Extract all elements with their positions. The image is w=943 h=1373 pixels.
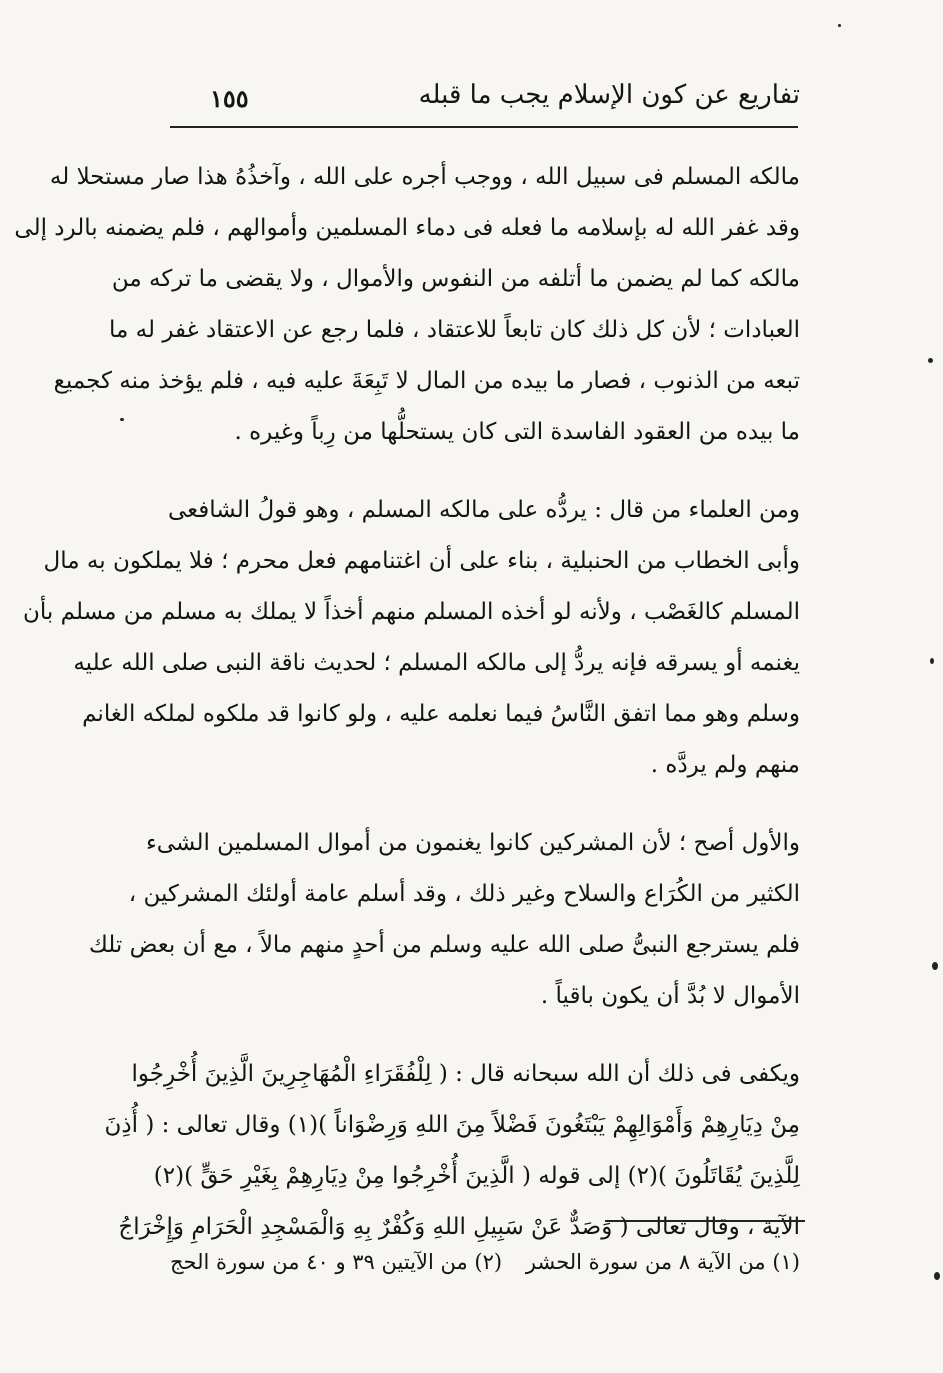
text-line: فلم يسترجع النبىُّ صلى الله عليه وسلم من أحدٍ منهم مالاً ، مع أن بعض تلك [88,932,800,958]
running-header [170,74,800,124]
footnote-rule [605,1220,805,1222]
text-line: والأول أصح ؛ لأن المشركين كانوا يغنمون من أموال المسلمين الشىء [145,830,800,856]
text-line: العبادات ؛ لأن كل ذلك كان تابعاً للاعتقاد ، فلما رجع عن الاعتقاد غفر له ما [109,317,800,343]
text-line: تبعه من الذنوب ، فصار ما بيده من المال لا تَبِعَةَ عليه فيه ، فلم يؤخذ منه كجميع [53,368,800,394]
text-line: لِلَّذِينَ يُقَاتَلُونَ )(٢) إلى قوله ( الَّذِينَ أُخْرِجُوا مِنْ دِيَارِهِمْ بِغَيْرِ حَقٍّ )(٢) [153,1163,800,1189]
body-text [14,152,800,1253]
header-rule [170,126,798,128]
text-line: وسلم وهو مما اتفق النَّاسُ فيما نعلمه عليه ، ولو كانوا قد ملكوه لملكه الغانم [82,701,800,727]
text-line: الآية ، وقال تعالى ( وَصَدٌّ عَنْ سَبِيلِ اللهِ وَكُفْرٌ بِهِ وَالْمَسْجِدِ الْحَرَامِ وَإِخْرَاجُ [118,1214,800,1240]
text-line: ومن العلماء من قال : يردُّه على مالكه المسلم ، وهو قولُ الشافعى [168,497,800,523]
text-line: مالكه المسلم فى سبيل الله ، ووجب أجره على الله ، وآخذُهُ هذا صار مستحلا له [49,164,800,190]
text-line: ويكفى فى ذلك أن الله سبحانه قال : ( لِلْفُقَرَاءِ الْمُهَاجِرِينَ الَّذِينَ أُخْرِجُوا [131,1061,800,1087]
text-line: مِنْ دِيَارِهِمْ وَأَمْوَالِهِمْ يَبْتَغُونَ فَضْلاً مِنَ اللهِ وَرِضْوَاناً )(١) وقال تعالى : ( أُذِنَ [104,1112,800,1138]
paragraph [23,485,800,791]
footnote: (٢) من الآيتين ٣٩ و ٤٠ من سورة الحج [170,1250,503,1274]
text-line: مالكه كما لم يضمن ما أتلفه من النفوس والأموال ، ولا يقضى ما تركه من [111,266,800,292]
paragraph [14,152,800,458]
paragraph [88,818,800,1022]
running-title: تفاريع عن كون الإسلام يجب ما قبله [418,80,800,110]
text-line: منهم ولم يردَّه . [650,752,800,778]
text-line: المسلم كالغَصْب ، ولأنه لو أخذه المسلم منهم أخذاً لا يملك به مسلم من مسلم بأن [23,599,800,625]
footnotes [170,1250,800,1274]
text-line: وأبى الخطاب من الحنبلية ، بناء على أن اغتنامهم فعل محرم ؛ فلا يملكون به مال [43,548,800,574]
text-line: الكثير من الكُرَاع والسلاح وغير ذلك ، وقد أسلم عامة أولئك المشركين ، [128,881,800,907]
scan-speck [838,24,841,27]
text-line: ما بيده من العقود الفاسدة التى كان يستحلُّها من رِباً وغيره . [234,419,800,445]
text-line: يغنمه أو يسرقه فإنه يردُّ إلى مالكه المسلم ؛ لحديث ناقة النبى صلى الله عليه [73,650,800,676]
scan-speck [120,418,124,421]
footnote: (١) من الآية ٨ من سورة الحشر [525,1250,800,1274]
scan-speck [932,962,938,970]
paragraph [104,1049,800,1253]
page-number: ١٥٥ [210,84,249,113]
scan-speck [928,358,933,363]
scan-speck [934,1272,940,1280]
text-line: الأموال لا بُدَّ أن يكون باقياً . [540,983,800,1009]
text-line: وقد غفر الله له بإسلامه ما فعله فى دماء المسلمين وأموالهم ، فلم يضمنه بالرد إلى [14,215,800,241]
scan-speck [930,658,934,664]
